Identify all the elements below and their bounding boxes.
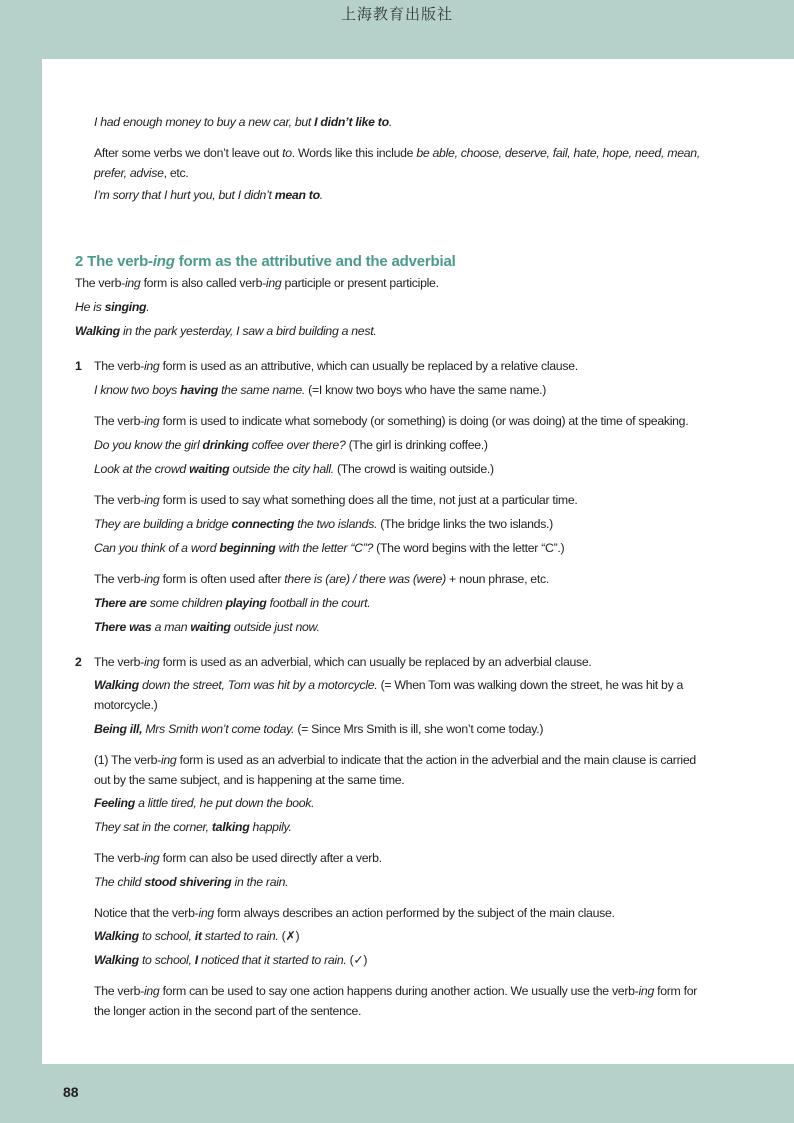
- example-sentence: Do you know the girl drinking coffee over there? (The girl is drinking coffee.): [94, 438, 488, 452]
- numbered-point: 2 The verb-ing form is used as an adverbial, which can usually be replaced by an adverbial clause.: [94, 652, 706, 672]
- example-sentence: Can you think of a word beginning with the letter “C”? (The word begins with the letter “C”.): [94, 541, 565, 555]
- body-paragraph: After some verbs we don’t leave out to. Words like this include be able, choose, deserve, fail, hate, hope, need, mean, prefer, advise, etc.: [94, 146, 700, 180]
- page-content: [75, 112, 706, 1021]
- point-number: 2: [75, 655, 82, 669]
- example-sentence: Being ill, Mrs Smith won’t come today. (= Since Mrs Smith is ill, she won’t come today.): [94, 722, 544, 736]
- example-sentence: Look at the crowd waiting outside the city hall. (The crowd is waiting outside.): [94, 462, 494, 476]
- page-number: 88: [63, 1084, 79, 1100]
- publisher-name: 上海教育出版社: [340, 5, 453, 23]
- example-sentence: They sat in the corner, talking happily.: [94, 820, 292, 834]
- body-paragraph: The verb-ing form is used to indicate what somebody (or something) is doing (or was doing) at the time of speaking.: [94, 414, 689, 428]
- body-paragraph: (1) The verb-ing form is used as an adverbial to indicate that the action in the adverbial and the main clause is carried out by the same subject, and is happening at the same time.: [94, 753, 696, 787]
- body-paragraph: The verb-ing form can also be used directly after a verb.: [94, 851, 382, 865]
- numbered-point: 1 The verb-ing form is used as an attributive, which can usually be replaced by a relative clause.: [94, 356, 706, 376]
- body-paragraph: The verb-ing form can be used to say one action happens during another action. We usually use the verb-ing form for the longer action in the second part of the sentence.: [94, 984, 698, 1018]
- example-sentence: Walking to school, it started to rain. (✗): [94, 929, 300, 943]
- example-sentence: I know two boys having the same name. (=I know two boys who have the same name.): [94, 383, 547, 397]
- body-paragraph: The verb-ing form is used to say what something does all the time, not just at a particular time.: [94, 493, 578, 507]
- body-paragraph: Notice that the verb-ing form always describes an action performed by the subject of the main clause.: [94, 906, 615, 920]
- section-intro: The verb-ing form is also called verb-ing participle or present participle.: [75, 276, 439, 290]
- example-sentence: He is singing.: [75, 300, 150, 314]
- example-sentence: Walking to school, I noticed that it started to rain. (✓): [94, 953, 368, 967]
- point-number: 1: [75, 359, 82, 373]
- example-sentence: I’m sorry that I hurt you, but I didn’t mean to.: [94, 188, 323, 202]
- example-sentence: Feeling a little tired, he put down the book.: [94, 796, 315, 810]
- example-sentence: I had enough money to buy a new car, but I didn’t like to.: [94, 115, 392, 129]
- example-sentence: There was a man waiting outside just now.: [94, 620, 320, 634]
- body-paragraph: The verb-ing form is often used after there is (are) / there was (were) + noun phrase, etc.: [94, 572, 549, 586]
- example-sentence: The child stood shivering in the rain.: [94, 875, 289, 889]
- example-sentence: There are some children playing football in the court.: [94, 596, 371, 610]
- example-sentence: Walking down the street, Tom was hit by a motorcycle. (= When Tom was walking down the street, he was hit by a motorcycle.): [94, 678, 684, 712]
- example-sentence: They are building a bridge connecting the two islands. (The bridge links the two islands.): [94, 517, 553, 531]
- page-sheet: [42, 59, 794, 1064]
- section-heading: 2 The verb-ing form as the attributive and the adverbial: [75, 253, 456, 270]
- example-sentence: Walking in the park yesterday, I saw a bird building a nest.: [75, 324, 377, 338]
